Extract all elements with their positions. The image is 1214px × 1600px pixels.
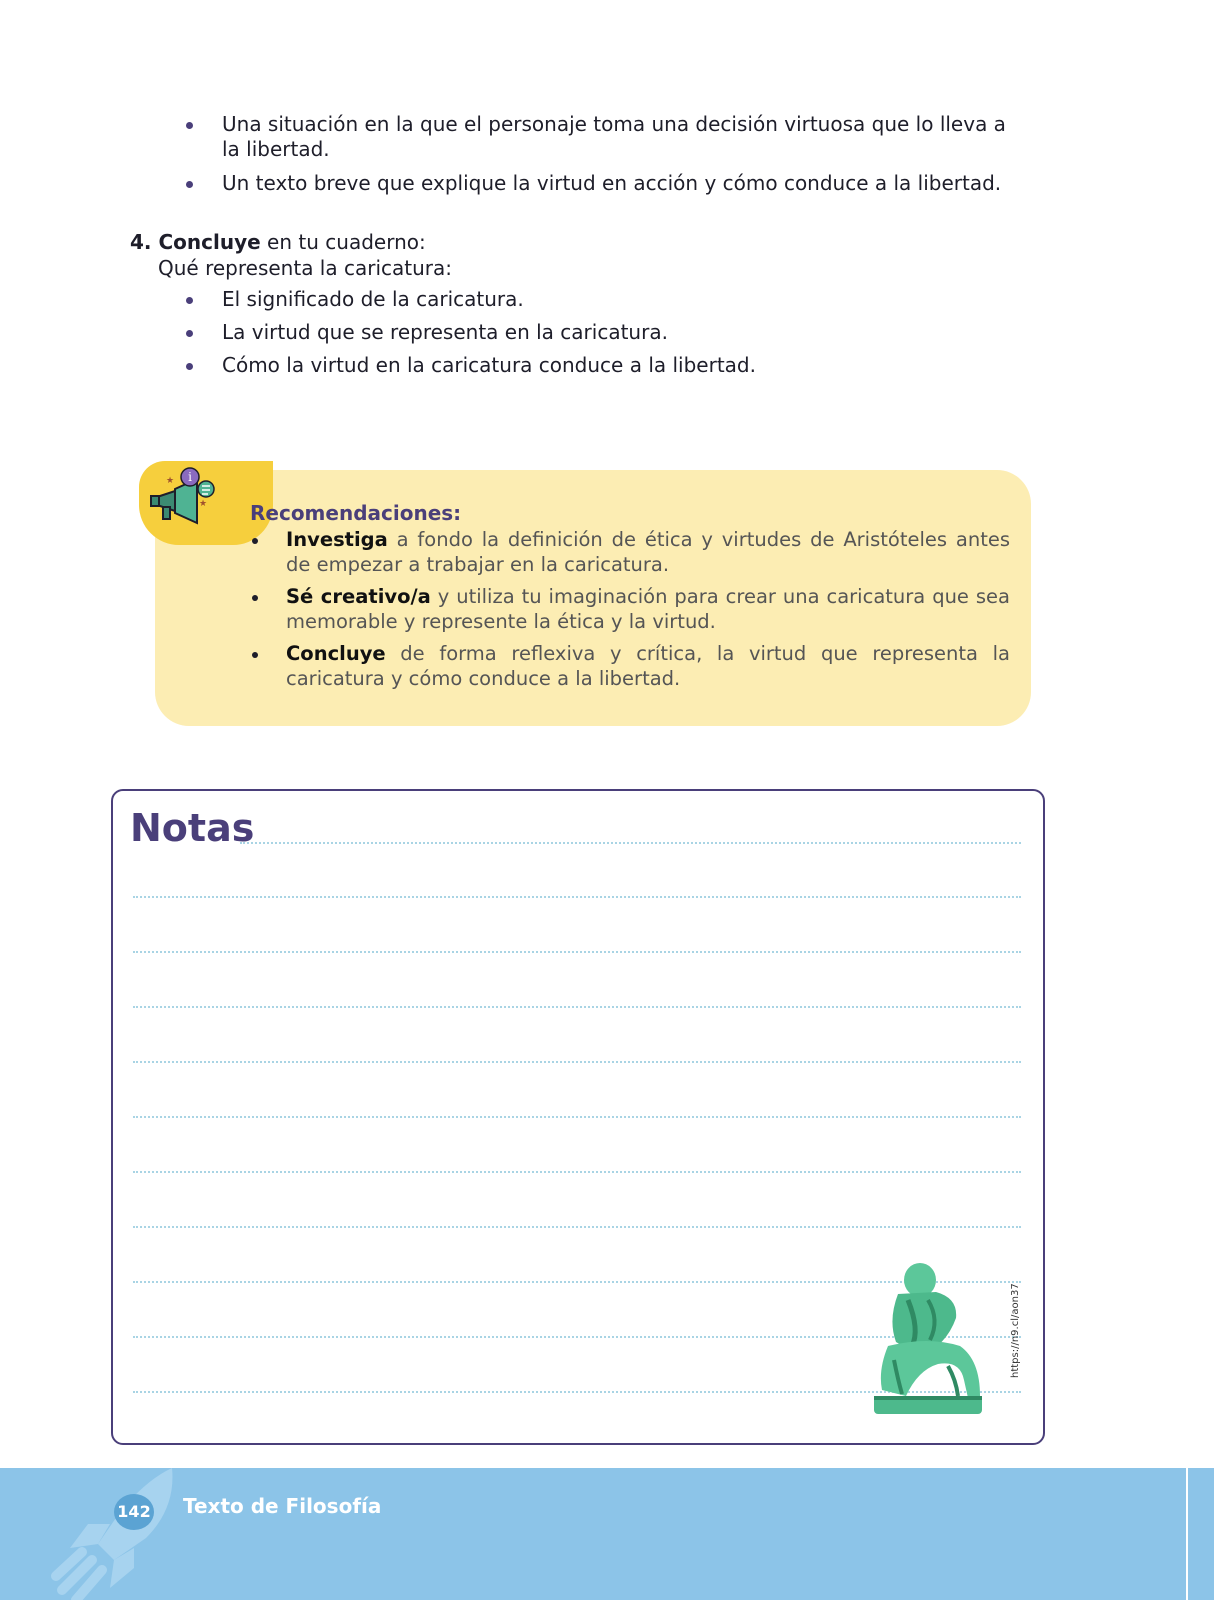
svg-text:★: ★ bbox=[166, 476, 175, 486]
list-item: Una situación en la que el personaje toma una decisión virtuosa que lo lleva a la libertad. bbox=[186, 112, 1026, 162]
book-title: Texto de Filosofía bbox=[183, 1494, 382, 1518]
note-line bbox=[133, 1006, 1021, 1008]
note-line bbox=[240, 842, 1021, 844]
note-line bbox=[133, 896, 1021, 898]
conclusion-bullet-list bbox=[186, 287, 986, 386]
list-item: Cómo la virtud en la caricatura conduce a la libertad. bbox=[186, 353, 986, 378]
note-line bbox=[133, 1116, 1021, 1118]
recommendation-keyword: Concluye bbox=[286, 642, 386, 665]
task-instruction: en tu cuaderno: bbox=[260, 230, 426, 254]
megaphone-info-icon bbox=[147, 467, 227, 537]
note-line bbox=[133, 951, 1021, 953]
recommendation-keyword: Investiga bbox=[286, 528, 388, 551]
thinker-statue-image bbox=[868, 1260, 986, 1418]
recommendation-text: a fondo la definición de ética y virtudes de Aristóteles antes de empezar a trabajar en la caricatura. bbox=[286, 528, 1010, 576]
list-item bbox=[250, 527, 1010, 577]
recommendation-text: de forma reflexiva y crítica, la virtud que representa la caricatura y cómo conduce a la libertad. bbox=[286, 642, 1010, 690]
note-line bbox=[133, 1226, 1021, 1228]
rocket-icon bbox=[50, 1468, 190, 1600]
svg-text:i: i bbox=[188, 470, 192, 484]
task-number: 4. bbox=[130, 230, 152, 254]
footer-side-strip bbox=[1188, 1468, 1214, 1600]
task-4-subtitle: Qué representa la caricatura: bbox=[158, 256, 452, 280]
list-item: La virtud que se representa en la caricatura. bbox=[186, 320, 986, 345]
recommendation-text: y utiliza tu imaginación para crear una caricatura que sea memorable y represente la ética y la virtud. bbox=[286, 585, 1010, 633]
notes-title: Notas bbox=[130, 806, 255, 850]
recommendations-list bbox=[250, 527, 1010, 698]
recommendations-title: Recomendaciones: bbox=[250, 501, 462, 525]
image-credit-url: https://n9.cl/aon37 bbox=[1010, 1283, 1021, 1378]
list-item: El significado de la caricatura. bbox=[186, 287, 986, 312]
list-item bbox=[250, 584, 1010, 634]
list-item: Un texto breve que explique la virtud en acción y cómo conduce a la libertad. bbox=[186, 171, 1026, 196]
page-number: 142 bbox=[114, 1494, 154, 1530]
recommendation-keyword: Sé creativo/a bbox=[286, 585, 431, 608]
svg-text:★: ★ bbox=[199, 499, 208, 509]
note-line bbox=[133, 1171, 1021, 1173]
task-verb: Concluye bbox=[158, 230, 261, 254]
task-4-heading bbox=[130, 229, 426, 255]
activity-bullet-list bbox=[186, 112, 1026, 205]
note-line bbox=[133, 1061, 1021, 1063]
list-item bbox=[250, 641, 1010, 691]
